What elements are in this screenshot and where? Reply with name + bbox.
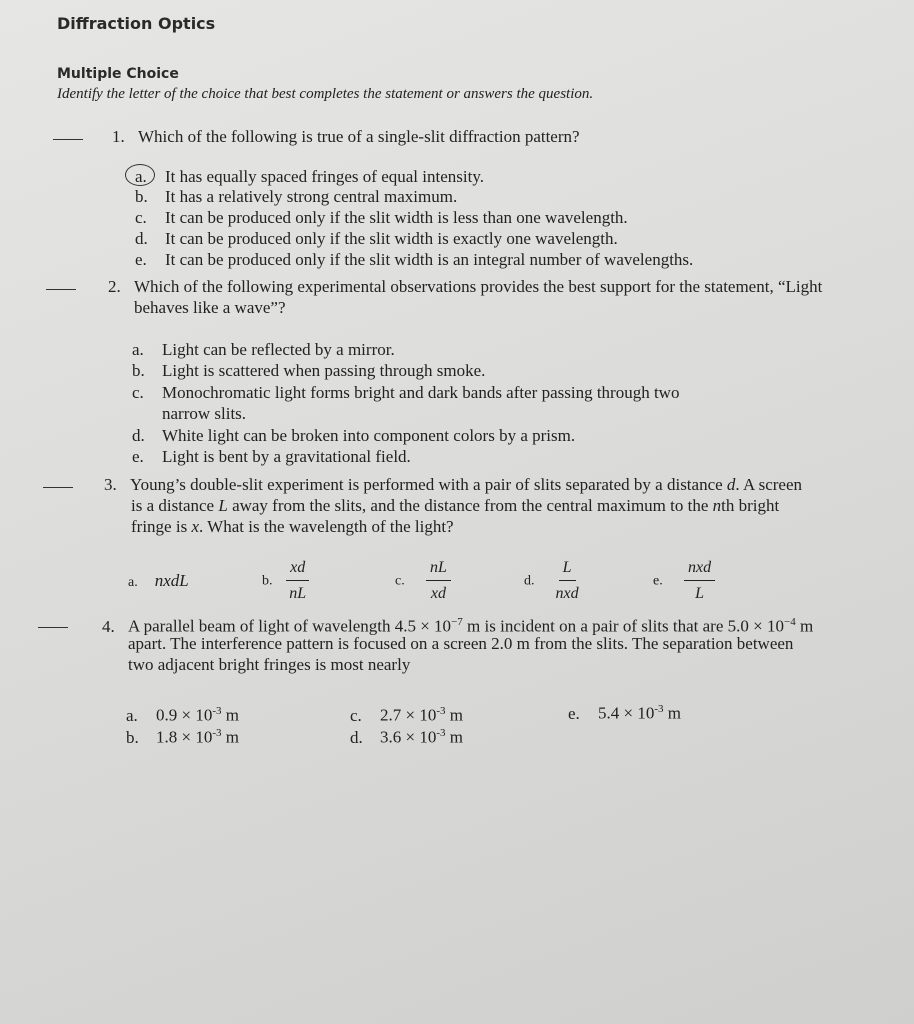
fraction: $\frac{xd}{nL}$ [285, 557, 310, 604]
q1-option-e[interactable]: e. It can be produced only if the slit width is an integral number of wavelengths. [135, 250, 694, 269]
section-heading: Multiple Choice [57, 66, 179, 82]
fraction: $\frac{\text{nxd}}{L}$ [684, 557, 715, 604]
answer-blank-1[interactable] [53, 139, 83, 140]
q1-option-a[interactable]: a. It has equally spaced fringes of equal intensity. [135, 167, 484, 186]
question-text: Which of the following is true of a single-slit diffraction pattern? [138, 127, 580, 146]
q1-option-c[interactable]: c. It can be produced only if the slit width is less than one wavelength. [135, 208, 628, 227]
q4-option-c[interactable]: c. $2.7 \times 10^{-3}$ m [350, 705, 463, 725]
q2-option-c[interactable]: c. Monochromatic light forms bright and dark bands after passing through two [132, 383, 680, 402]
q4-option-e[interactable]: e. $5.4 \times 10^{-3}$ m [568, 703, 681, 723]
question-3-stem: 3. Young’s double-slit experiment is performed with a pair of slits separated by a distance d. A screen [104, 475, 802, 494]
question-2-stem [108, 276, 822, 297]
q4-option-b[interactable]: b. $1.8 \times 10^{-3}$ m [126, 727, 239, 747]
answer-blank-4[interactable] [38, 627, 68, 628]
answer-blank-3[interactable] [43, 487, 73, 488]
q3-option-b[interactable]: b. $\frac{xd}{nL}$ [262, 557, 310, 604]
page-title: Diffraction Optics [57, 14, 216, 33]
answer-blank-2[interactable] [46, 289, 76, 290]
fraction: $\frac{L}{\text{nxd}}$ [555, 559, 579, 602]
question-number: 3. [104, 475, 117, 494]
question-number: 2. [108, 277, 121, 296]
question-text: Which of the following experimental observations provides the best support for the statement, “Light [134, 277, 823, 296]
question-3-stem-line3: fringe is x. What is the wavelength of the light? [131, 517, 454, 536]
q4-option-d[interactable]: d. $3.6 \times 10^{-3}$ m [350, 727, 463, 747]
question-4-stem-line2: apart. The interference pattern is focused on a screen 2.0 m from the slits. The separation between [128, 634, 794, 653]
q2-option-c-cont: narrow slits. [162, 404, 247, 423]
fraction: $\frac{nL}{xd}$ [426, 557, 451, 604]
q3-option-e[interactable]: e. $\frac{\text{nxd}}{L}$ [653, 557, 715, 604]
q3-option-a[interactable]: a. nxdL [128, 571, 189, 590]
instructions: Identify the letter of the choice that best completes the statement or answers the question. [57, 86, 594, 102]
q3-option-d[interactable]: d. $\frac{L}{\text{nxd}}$ [524, 557, 583, 604]
question-2-stem-cont: behaves like a wave”? [134, 298, 286, 317]
question-4-stem: 4. A parallel beam of light of wavelength $4.5 \times 10^{-7}$ m is incident on a pair of slits that are $5.0 \times 10^{-4}$ m [102, 616, 814, 636]
q2-option-d[interactable]: d. White light can be broken into component colors by a prism. [132, 426, 576, 445]
q3-option-c[interactable]: c. $\frac{nL}{xd}$ [395, 557, 451, 604]
q1-option-b[interactable]: b. It has a relatively strong central maximum. [135, 187, 458, 206]
q2-option-a[interactable]: a. Light can be reflected by a mirror. [132, 340, 395, 359]
q2-option-b[interactable]: b. Light is scattered when passing through smoke. [132, 361, 486, 380]
question-4-stem-line3: two adjacent bright fringes is most nearly [128, 655, 411, 674]
question-number: 4. [102, 616, 115, 636]
question-number: 1. [112, 127, 125, 146]
q2-option-e[interactable]: e. Light is bent by a gravitational field. [132, 447, 411, 466]
question-1-stem [112, 126, 580, 147]
q1-option-d[interactable]: d. It can be produced only if the slit width is exactly one wavelength. [135, 229, 618, 248]
question-3-stem-line2: is a distance L away from the slits, and the distance from the central maximum to the nth bright [131, 496, 780, 515]
q4-option-a[interactable]: a. $0.9 \times 10^{-3}$ m [126, 705, 239, 725]
